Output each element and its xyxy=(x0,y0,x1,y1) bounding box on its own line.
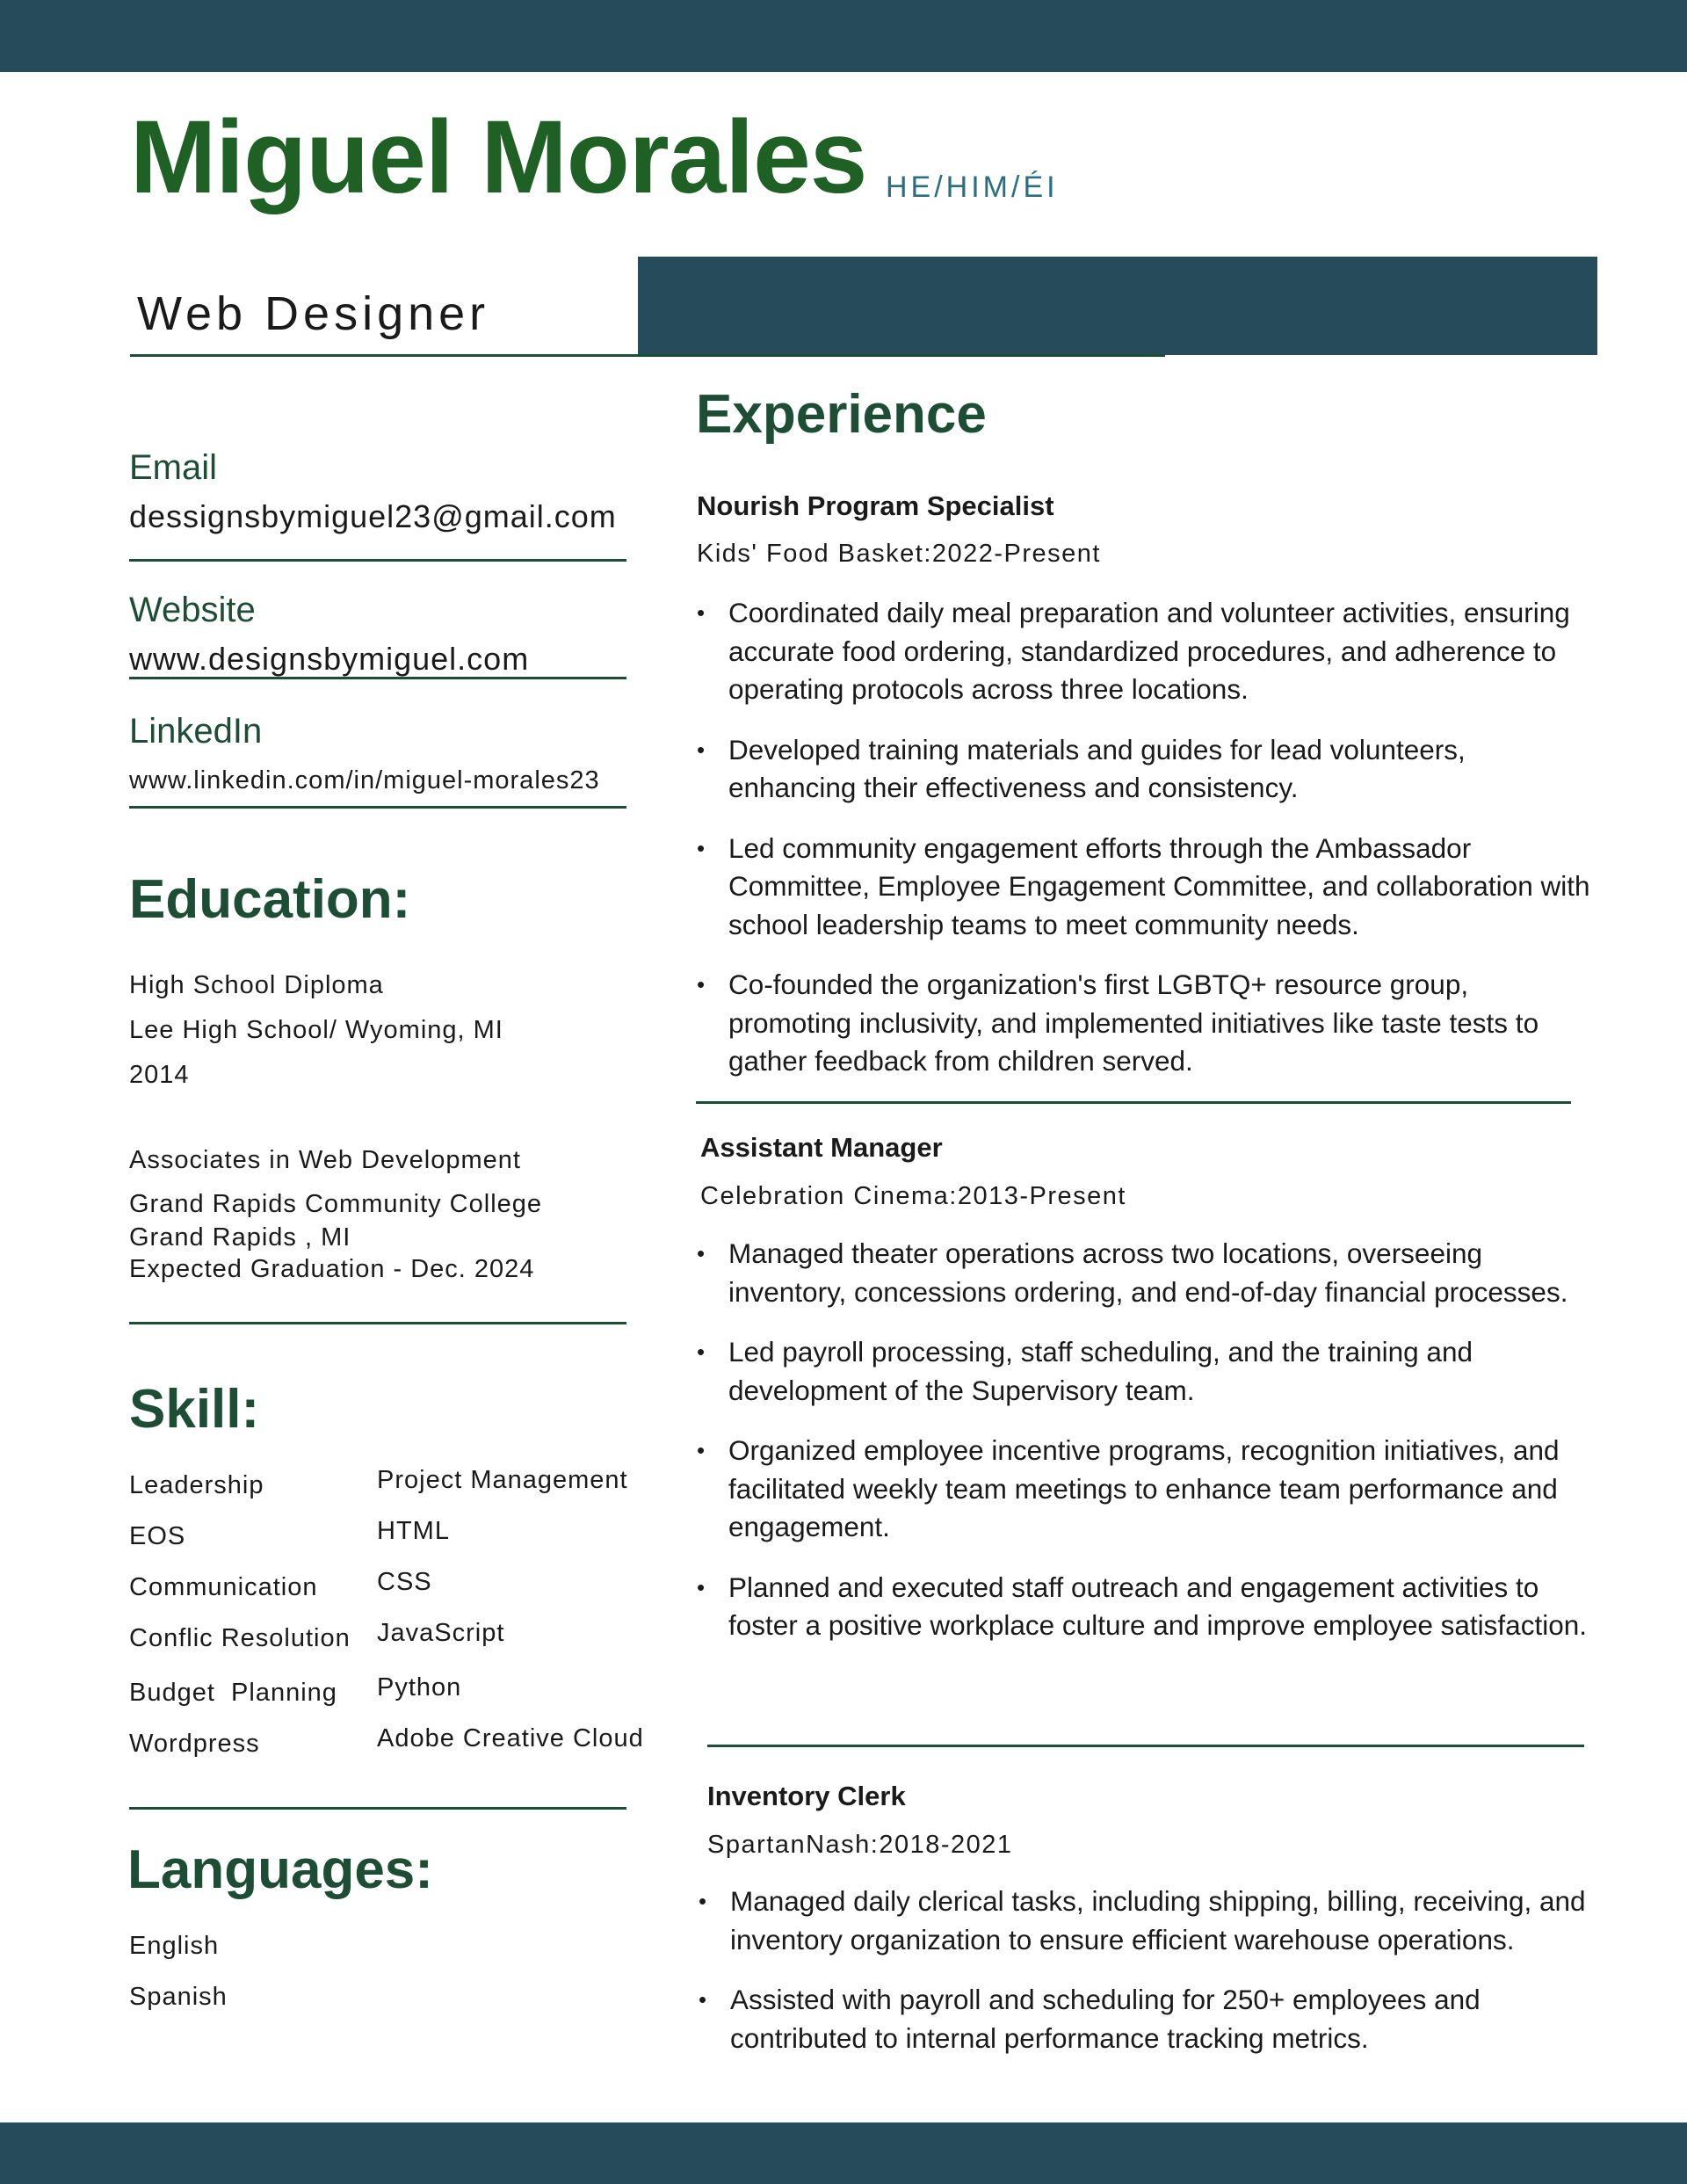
website-value[interactable]: www.designsbymiguel.com xyxy=(129,641,530,677)
email-label: Email xyxy=(129,448,218,487)
job-company: Celebration Cinema:2013-Present xyxy=(700,1182,1126,1210)
list-item: • Managed theater operations across two locations, overseeing inventory, concessions ordering, and end-of-day financial processes. xyxy=(697,1235,1593,1311)
email-value[interactable]: dessignsbymiguel23@gmail.com xyxy=(129,498,617,534)
website-label: Website xyxy=(129,591,256,629)
skill-item: Communication xyxy=(129,1573,318,1601)
job-title: Assistant Manager xyxy=(700,1132,943,1163)
list-item: • Led community engagement efforts through the Ambassador Committee, Employee Engagement Committee, and collaboration with school leadership teams to meet community needs. xyxy=(697,830,1593,945)
job-bullets xyxy=(699,1883,1595,2079)
list-item: • Led payroll processing, staff scheduling, and the training and development of the Supervisory team. xyxy=(697,1333,1593,1410)
linkedin-value[interactable]: www.linkedin.com/in/miguel-morales23 xyxy=(129,766,600,795)
language-item: Spanish xyxy=(129,1983,228,2011)
list-item: • Developed training materials and guides for lead volunteers, enhancing their effectiveness and consistency. xyxy=(697,731,1593,808)
skill-item: HTML xyxy=(377,1517,450,1545)
edu-school: Grand Rapids Community College xyxy=(129,1190,543,1218)
edu-degree: Associates in Web Development xyxy=(129,1146,521,1174)
title-underline xyxy=(130,354,1165,357)
experience-heading: Experience xyxy=(696,384,987,445)
job-bullets xyxy=(697,594,1593,1103)
skill-item: Project Management xyxy=(377,1466,628,1494)
divider xyxy=(129,1322,626,1324)
list-item: • Coordinated daily meal preparation and volunteer activities, ensuring accurate food ordering, standardized procedures, and adherence to operating protocols across three locations. xyxy=(697,594,1593,709)
job-company: Kids' Food Basket:2022-Present xyxy=(697,540,1101,568)
job-title: Nourish Program Specialist xyxy=(697,490,1054,521)
skill-item: Adobe Creative Cloud xyxy=(377,1724,644,1752)
list-item: • Managed daily clerical tasks, including shipping, billing, receiving, and inventory organization to ensure efficient warehouse operations. xyxy=(699,1883,1595,1959)
skill-item: JavaScript xyxy=(377,1619,505,1647)
divider xyxy=(129,559,626,562)
job-title: Inventory Clerk xyxy=(707,1781,906,1811)
list-item: • Planned and executed staff outreach and engagement activities to foster a positive workplace culture and improve employee satisfaction. xyxy=(697,1569,1593,1645)
divider xyxy=(129,1807,626,1810)
divider xyxy=(696,1101,1571,1104)
divider xyxy=(129,677,626,679)
top-band xyxy=(0,0,1687,72)
edu-location: Grand Rapids , MI xyxy=(129,1223,351,1252)
languages-heading: Languages: xyxy=(127,1839,433,1900)
skill-item: Wordpress xyxy=(129,1730,260,1758)
skill-item: EOS xyxy=(129,1522,186,1550)
list-item: • Assisted with payroll and scheduling for 250+ employees and contributed to internal performance tracking metrics. xyxy=(699,1981,1595,2057)
linkedin-label: LinkedIn xyxy=(129,712,263,751)
skill-item: Leadership xyxy=(129,1471,264,1499)
divider xyxy=(129,806,626,809)
list-item: • Co-founded the organization's first LGBTQ+ resource group, promoting inclusivity, and implemented initiatives like taste tests to gather feedback from children served. xyxy=(697,966,1593,1081)
title-accent-block xyxy=(638,257,1597,355)
candidate-name: Miguel Morales xyxy=(130,99,867,215)
edu-graduation: Expected Graduation - Dec. 2024 xyxy=(129,1255,535,1283)
pronouns: HE/HIM/ÉI xyxy=(886,171,1059,204)
divider xyxy=(707,1745,1584,1747)
list-item: • Organized employee incentive programs, recognition initiatives, and facilitated weekly team meetings to enhance team performance and engagement. xyxy=(697,1432,1593,1547)
job-company: SpartanNash:2018-2021 xyxy=(707,1831,1013,1859)
language-item: English xyxy=(129,1932,220,1960)
edu-year: 2014 xyxy=(129,1061,190,1089)
skill-item: Conflic Resolution xyxy=(129,1624,351,1652)
education-heading: Education: xyxy=(129,869,411,930)
bottom-band xyxy=(0,2122,1687,2184)
job-bullets xyxy=(697,1235,1593,1667)
skill-item: Budget Planning xyxy=(129,1679,337,1707)
job-title: Web Designer xyxy=(137,287,490,340)
edu-school: Lee High School/ Wyoming, MI xyxy=(129,1016,503,1044)
skills-heading: Skill: xyxy=(129,1379,260,1440)
edu-degree: High School Diploma xyxy=(129,971,384,999)
skill-item: Python xyxy=(377,1673,462,1701)
skill-item: CSS xyxy=(377,1568,432,1596)
